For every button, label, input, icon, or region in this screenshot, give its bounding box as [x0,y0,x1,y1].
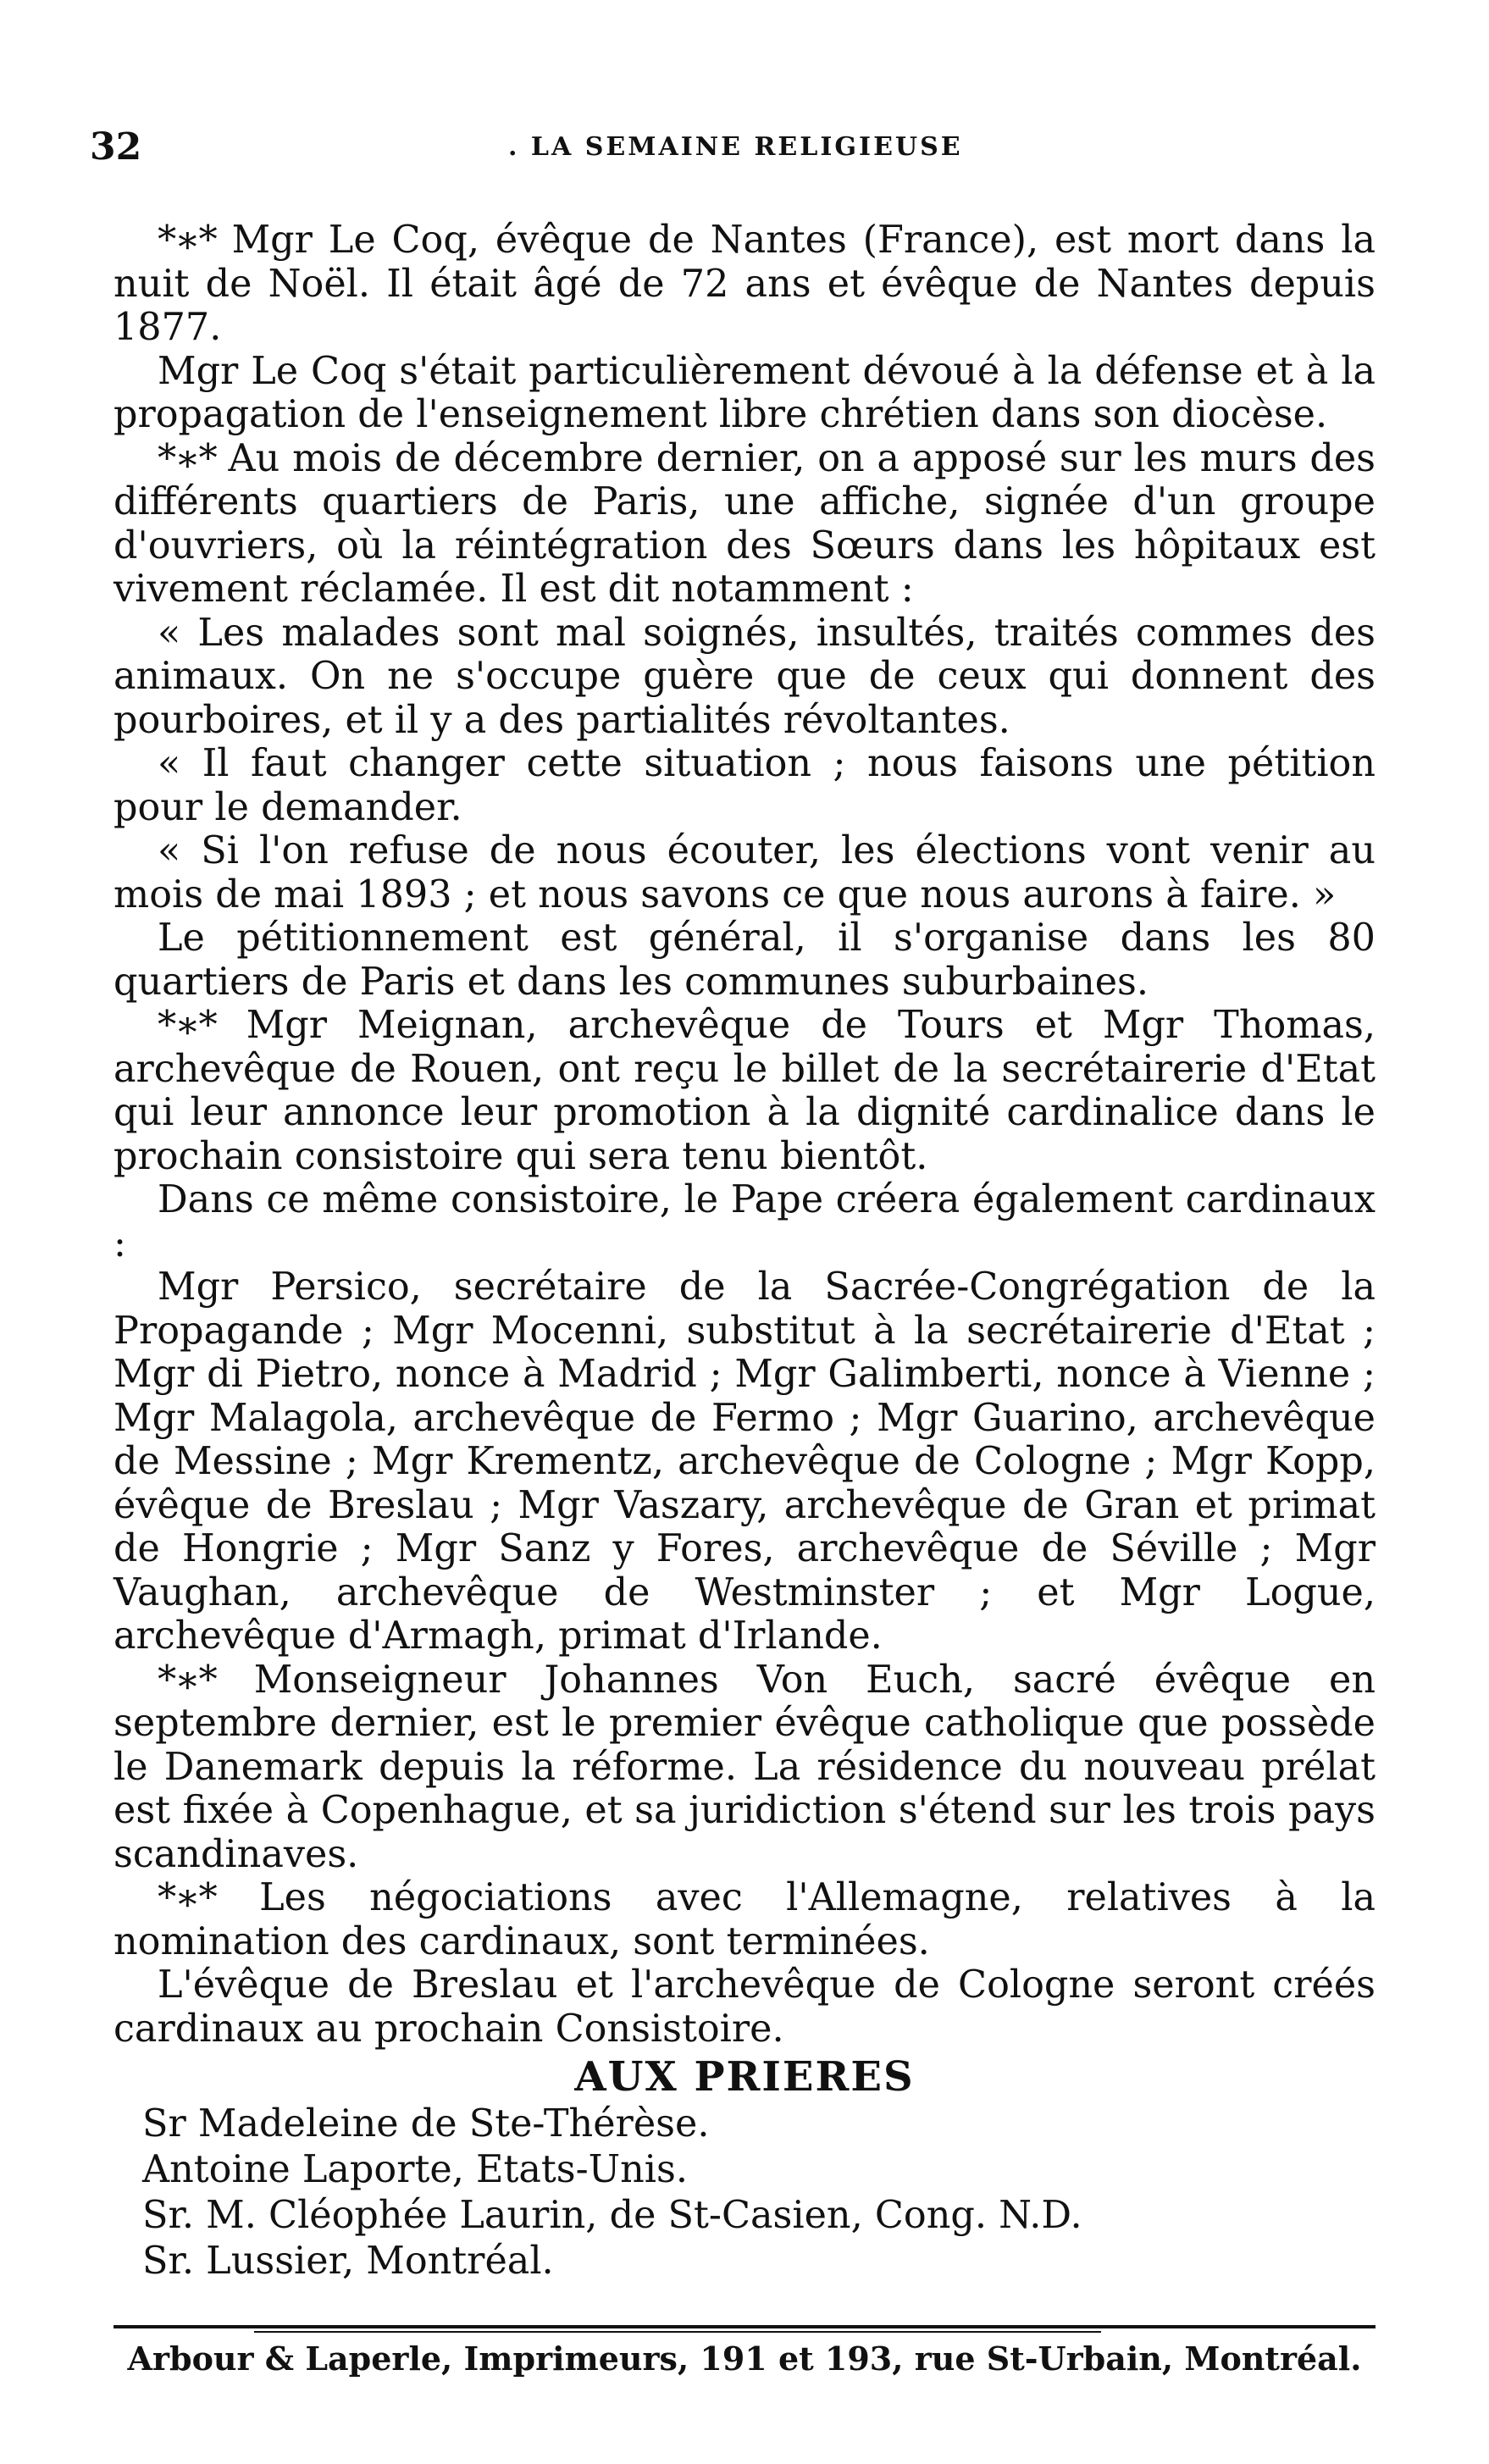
printer-imprint: Arbour & Laperle, Imprimeurs, 191 et 193, rue St-Urbain, Montréal. [127,2339,1362,2378]
running-title: . LA SEMAINE RELIGIEUSE [508,132,963,162]
footer-rule [113,2325,1376,2328]
asterism: *∗* [158,1658,216,1702]
page-number: 32 [90,125,142,169]
paragraph-petitionnement: Le pétitionnement est général, il s'organise dans les 80 quartiers de Paris et dans les communes suburbaines. [113,916,1376,1004]
list-item: Antoine Laporte, Etats-Unis. [142,2148,689,2191]
prayers-heading: AUX PRIERES [574,2053,915,2101]
quote-situation: « Il faut changer cette situation ; nous faisons une pétition pour le demander. [113,742,1376,829]
paragraph-von-euch: *∗* Monseigneur Johannes Von Euch, sacré évêque en septembre dernier, est le premier évêque catholique que possède le Danemark depuis la réforme. La résidence du nouveau prélat est fixée à Copenhague, et sa juridiction s'étend sur les trois pays scandinaves. [113,1658,1376,1876]
paragraph-le-coq-death: *∗* Mgr Le Coq, évêque de Nantes (France), est mort dans la nuit de Noël. Il était âgé de 72 ans et évêque de Nantes depuis 1877. [113,219,1376,349]
list-item: Sr. M. Cléophée Laurin, de St-Casien, Cong. N.D. [142,2194,1082,2237]
paragraph-cardinals-list: Mgr Persico, secrétaire de la Sacrée-Congrégation de la Propagande ; Mgr Mocenni, substitut à la secrétairerie d'Etat ; Mgr di Pietro, nonce à Madrid ; Mgr Galimberti, nonce à Vienne ; Mgr Malagola, archevêque de Fermo ; Mgr Guarino, archevêque de Messine ; Mgr Krementz, archevêque de Cologne ; Mgr Kopp, évêque de Breslau ; Mgr Vaszary, archevêque de Gran et primat de Hongrie ; Mgr Sanz y Fores, archevêque de Séville ; Mgr Vaughan, archevêque de Westminster ; et Mgr Logue, archevêque d'Armagh, primat d'Irlande. [113,1265,1376,1658]
prayers-list [113,2101,1376,2284]
paragraph-cardinal-promotion: *∗* Mgr Meignan, archevêque de Tours et Mgr Thomas, archevêque de Rouen, ont reçu le billet de la secrétairerie d'Etat qui leur annonce leur promotion à la dignité cardinalice dans le prochain consistoire qui sera tenu bientôt. [113,1004,1376,1178]
asterism: *∗* [158,219,216,262]
footer-rule-thin [254,2331,1101,2333]
quote-malades: « Les malades sont mal soignés, insultés, traités commes des animaux. On ne s'occupe guère que de ceux qui donnent des pourboires, et il y a des partialités révoltantes. [113,611,1376,742]
article-body [113,219,1376,2284]
list-item: Sr. Lussier, Montréal. [142,2240,554,2283]
list-item: Sr Madeleine de Ste-Thérèse. [142,2102,710,2146]
paragraph-le-coq-education: Mgr Le Coq s'était particulièrement dévoué à la défense et à la propagation de l'enseignement libre chrétien dans son diocèse. [113,349,1376,436]
paragraph-consistoire: Dans ce même consistoire, le Pape créera également cardinaux : [113,1178,1376,1265]
paragraph-paris-petition: *∗* Au mois de décembre dernier, on a apposé sur les murs des différents quartiers de Paris, une affiche, signée d'un groupe d'ouvriers, où la réintégration des Sœurs dans les hôpitaux est vivement réclamée. Il est dit notamment : [113,436,1376,611]
quote-elections: « Si l'on refuse de nous écouter, les élections vont venir au mois de mai 1893 ; et nous savons ce que nous aurons à faire. » [113,829,1376,916]
asterism: *∗* [158,1876,216,1919]
asterism: *∗* [158,1004,216,1047]
paragraph-negociations: *∗* Les négociations avec l'Allemagne, relatives à la nomination des cardinaux, sont terminées. [113,1876,1376,1963]
asterism: *∗* [158,436,216,480]
paragraph-breslau-cologne: L'évêque de Breslau et l'archevêque de Cologne seront créés cardinaux au prochain Consistoire. [113,1963,1376,2051]
page-header [0,125,1489,185]
